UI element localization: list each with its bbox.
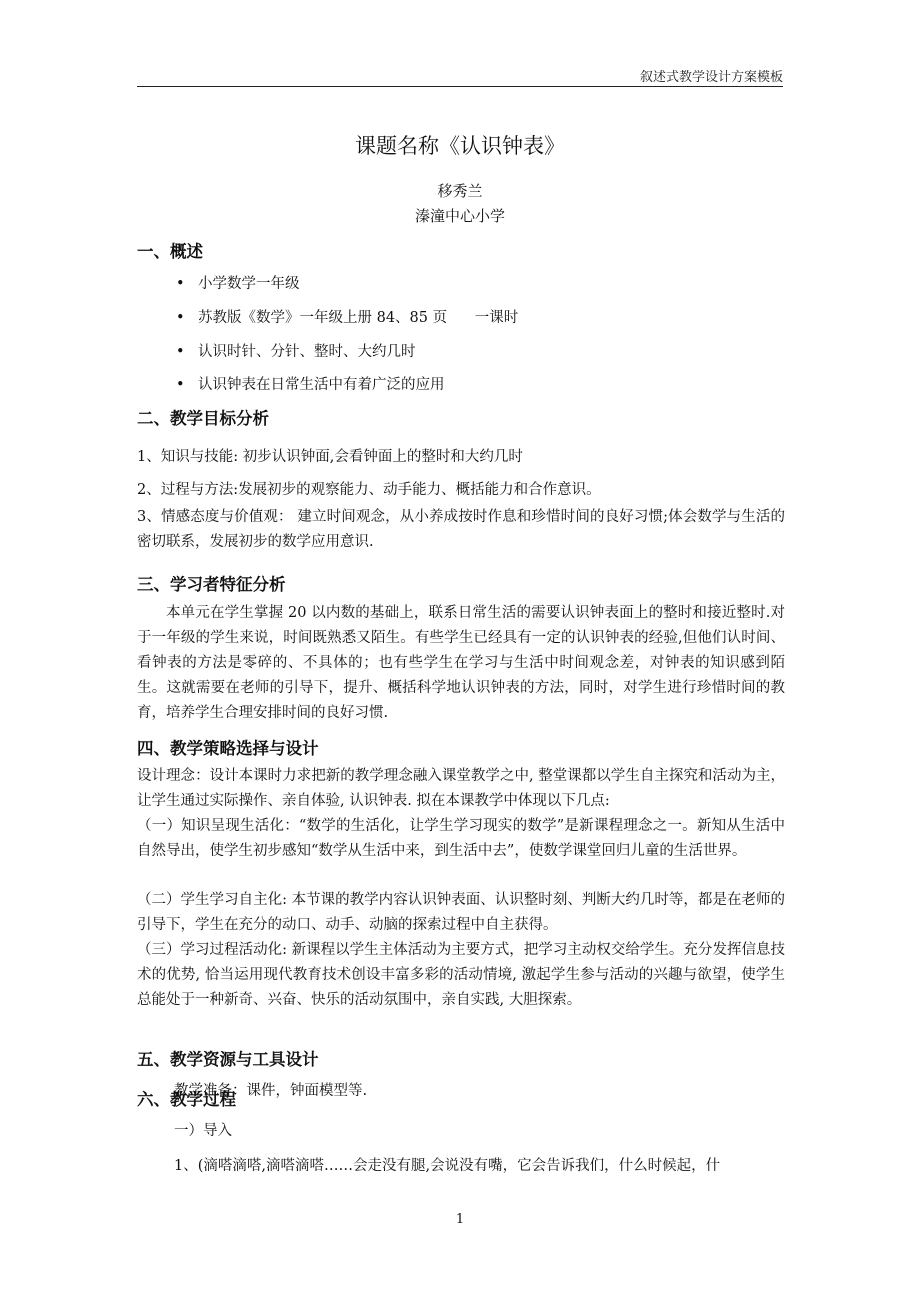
section-heading-overview: 一、概述 <box>137 242 203 261</box>
section-heading-resources: 五、教学资源与工具设计 <box>137 1050 319 1069</box>
list-item <box>176 306 518 327</box>
list-item <box>176 373 445 394</box>
list-item-text: 苏教版《数学》一年级上册 84、85 页 一课时 <box>198 310 519 326</box>
bullet-icon: • <box>176 276 185 292</box>
document-title: 课题名称《认识钟表》 <box>355 134 565 158</box>
strategy-paragraph: （一）知识呈现生活化：“数学的生活化，让学生学习现实的数学”是新课程理念之一。新知从生活中自然导出，使学生初步感知“数学从生活中来，到生活中去”，使数学课堂回归儿童的生活世界。 <box>137 818 785 859</box>
list-item-text: 认识时针、分针、整时、大约几时 <box>198 344 416 360</box>
strategy-paragraph: 设计理念：设计本课时力求把新的教学理念融入课堂教学之中, 整堂课都以学生自主探究和活动为主，让学生通过实际操作、亲自体验, 认识钟表. 拟在本课教学中体现以下几点: <box>137 768 785 809</box>
list-item-text: 认识钟表在日常生活中有着广泛的应用 <box>198 377 445 393</box>
learner-analysis-paragraph: 本单元在学生掌握 20 以内数的基础上，联系日常生活的需要认识钟表面上的整时和接近整时.对于一年级的学生来说，时间既熟悉又陌生。有些学生已经具有一定的认识钟表的经验,但他们认时间、看钟表的方法是零碎的、不具体的；也有些学生在学习与生活中时间观念差，对钟表的知识感到陌生。这就需要在老师的引导下，提升、概括科学地认识钟表的方法，同时，对学生进行珍惜时间的教育，培养学生合理安排时间的良好习惯. <box>137 605 785 721</box>
author-name: 移秀兰 <box>437 182 483 200</box>
page-number: 1 <box>455 1212 465 1227</box>
resources-text: 教学准备：课件，钟面模型等. <box>174 1083 368 1099</box>
bullet-icon: • <box>176 344 185 360</box>
section-heading-process: 六、教学过程 <box>137 1090 236 1109</box>
process-text: 1、(滴嗒滴嗒,滴嗒滴嗒……会走没有腿,会说没有嘴，它会告诉我们，什么时候起，什 <box>174 1158 721 1174</box>
header-rule <box>137 86 783 87</box>
section-heading-learners: 三、学习者特征分析 <box>137 575 286 594</box>
list-item-text: 小学数学一年级 <box>198 276 300 292</box>
bullet-icon: • <box>176 310 185 326</box>
bullet-icon: • <box>176 377 185 393</box>
section-heading-strategy: 四、教学策略选择与设计 <box>137 739 319 758</box>
list-item <box>176 272 300 293</box>
strategy-paragraph: （三）学习过程活动化: 新课程以学生主体活动为主要方式，把学习主动权交给学生。充分发挥信息技术的优势, 恰当运用现代教育技术创设丰富多彩的活动情境, 激起学生参与活动的兴趣与欲望，使学生总能处于一种新奇、兴奋、快乐的活动氛围中，亲自实践, 大胆探索。 <box>137 942 785 1008</box>
school-name: 溱潼中心小学 <box>414 207 505 225</box>
objective-item: 2、过程与方法:发展初步的观察能力、动手能力、概括能力和合作意识。 <box>137 482 601 498</box>
page-header-text: 叙述式教学设计方案模板 <box>639 70 783 85</box>
strategy-paragraph: （二）学生学习自主化: 本节课的教学内容认识钟表面、认识整时刻、判断大约几时等，都是在老师的引导下，学生在充分的动口、动手、动脑的探索过程中自主获得。 <box>137 892 785 933</box>
objective-item: 3、情感态度与价值观： 建立时间观念，从小养成按时作息和珍惜时间的良好习惯;体会数学与生活的密切联系，发展初步的数学应用意识. <box>137 509 785 550</box>
list-item <box>176 340 416 361</box>
objective-item: 1、知识与技能: 初步认识钟面,会看钟面上的整时和大约几时 <box>137 449 523 465</box>
process-subheading: 一）导入 <box>174 1123 232 1139</box>
section-heading-objectives: 二、教学目标分析 <box>137 409 269 428</box>
